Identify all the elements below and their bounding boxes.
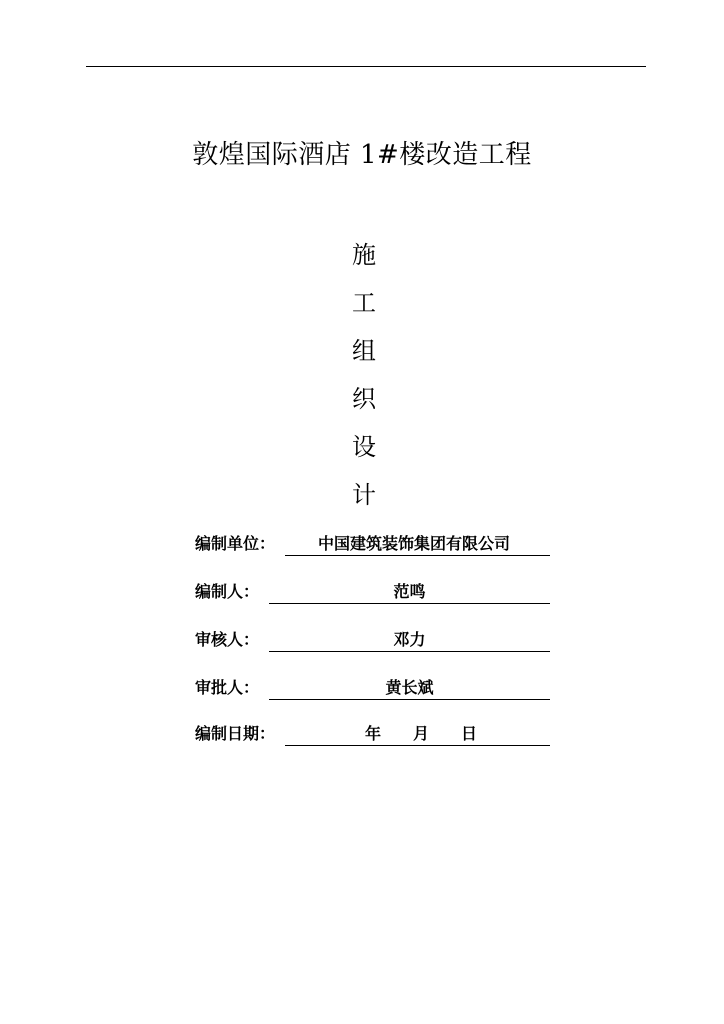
title-char: 工	[352, 289, 376, 317]
date-day: 日	[461, 724, 478, 743]
field-label: 编制单位：	[195, 534, 276, 553]
field-underline	[285, 745, 550, 746]
field-author	[195, 578, 555, 606]
field-underline	[269, 699, 550, 700]
field-underline	[285, 555, 550, 556]
field-label: 审批人：	[195, 678, 260, 697]
date-year: 年	[365, 724, 382, 743]
title-char: 设	[352, 433, 376, 461]
title-char: 组	[352, 337, 376, 365]
title-char: 计	[352, 481, 376, 509]
field-underline	[269, 603, 550, 604]
field-value: 黄长斌	[385, 678, 434, 697]
field-approver	[195, 674, 555, 702]
field-label: 编制日期：	[195, 724, 276, 743]
field-label: 审核人：	[195, 630, 260, 649]
field-date	[195, 720, 555, 748]
field-underline	[269, 651, 550, 652]
field-value: 中国建筑装饰集团有限公司	[317, 534, 510, 553]
date-month: 月	[413, 724, 430, 743]
field-value: 范鸣	[393, 582, 426, 601]
document-type-title	[352, 231, 382, 519]
field-label: 编制人：	[195, 582, 260, 601]
title-char: 织	[352, 385, 376, 413]
project-title: 敦煌国际酒店 1#楼改造工程	[192, 140, 532, 170]
field-value: 邓力	[393, 630, 426, 649]
field-reviewer	[195, 626, 555, 654]
header-rule	[86, 66, 646, 67]
title-char: 施	[352, 241, 376, 269]
field-unit	[195, 530, 555, 558]
